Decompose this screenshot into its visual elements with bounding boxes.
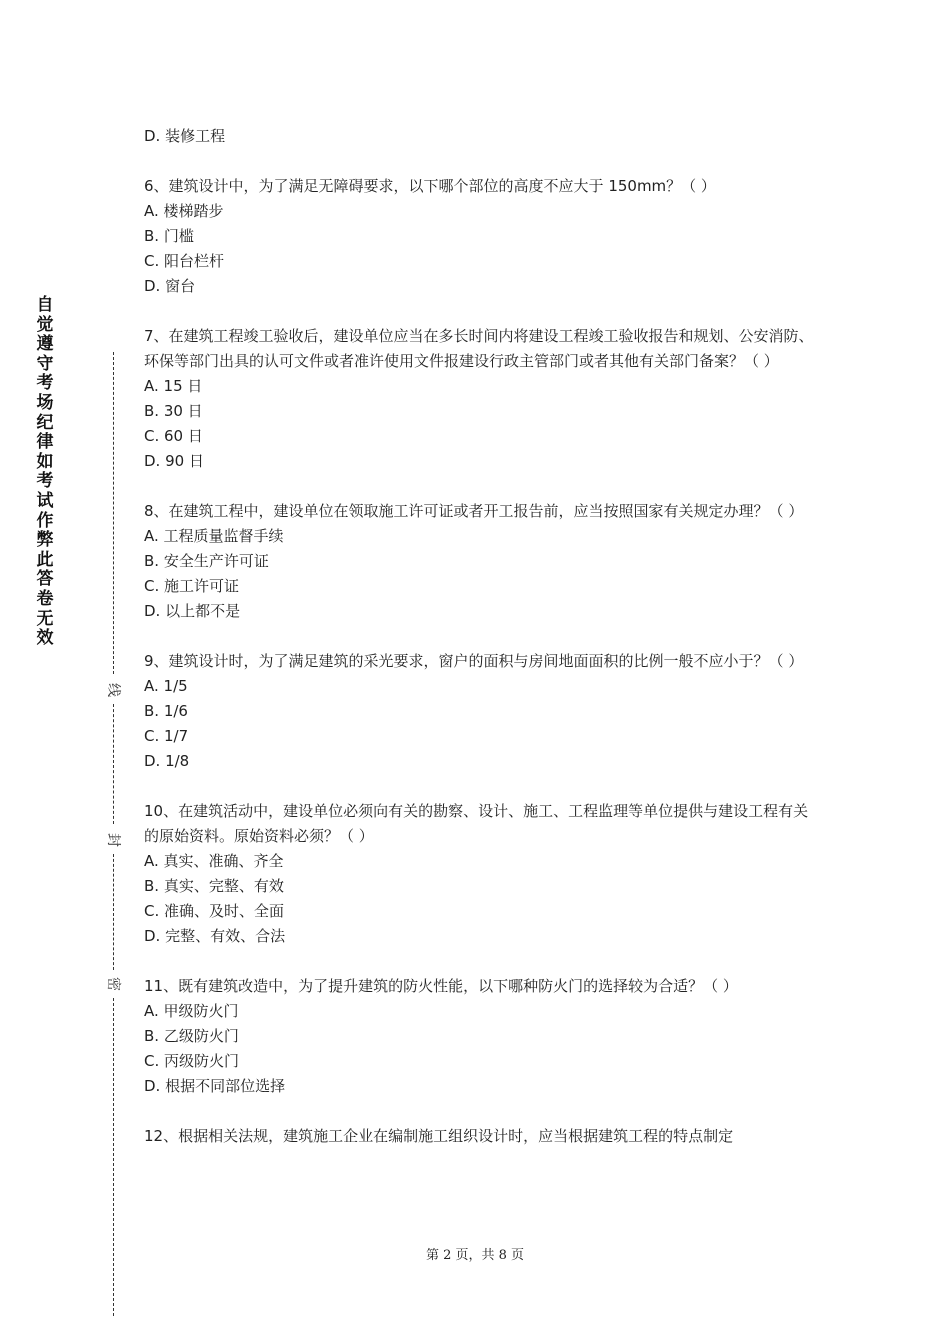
option-c: C. 丙级防火门 (144, 1052, 240, 1070)
warning-char: 纪 (36, 412, 54, 433)
seal-label-mi: 密 (105, 977, 121, 991)
question-text: 6、建筑设计中，为了满足无障碍要求，以下哪个部位的高度不应大于 150mm？（ ） (144, 177, 716, 195)
binding-dashed-line (113, 854, 114, 970)
option-d: D. 1/8 (144, 752, 190, 770)
option-a: A. 甲级防火门 (144, 1002, 239, 1020)
option-c: C. 1/7 (144, 727, 189, 745)
option-d: D. 完整、有效、合法 (144, 927, 286, 945)
warning-char: 答 (36, 569, 54, 590)
seal-label-xian: 线 (105, 683, 121, 697)
question-text: 9、建筑设计时，为了满足建筑的采光要求，窗户的面积与房间地面面积的比例一般不应小于？（ ） (144, 652, 804, 670)
question-7 (144, 324, 814, 474)
warning-char: 此 (36, 549, 54, 570)
option-a: A. 真实、准确、齐全 (144, 852, 284, 870)
warning-char: 如 (36, 451, 54, 472)
question-text: 8、在建筑工程中，建设单位在领取施工许可证或者开工报告前，应当按照国家有关规定办理？（ ） (144, 502, 804, 520)
option-c: C. 施工许可证 (144, 577, 240, 595)
binding-dashed-line (113, 998, 114, 1316)
warning-char: 效 (36, 628, 54, 649)
warning-char: 考 (36, 471, 54, 492)
option-a: A. 15 日 (144, 377, 203, 395)
option-d: D. 90 日 (144, 452, 204, 470)
warning-char: 试 (36, 490, 54, 511)
option-d: D. 以上都不是 (144, 602, 241, 620)
option-c: C. 阳台栏杆 (144, 252, 225, 270)
option-c: C. 准确、及时、全面 (144, 902, 285, 920)
option-list (144, 674, 814, 774)
vertical-warning-text (34, 296, 56, 649)
warning-char: 场 (36, 392, 54, 413)
binding-dashed-line (113, 704, 114, 824)
option-list (144, 374, 814, 474)
option-list (144, 524, 814, 624)
option-c: C. 60 日 (144, 427, 203, 445)
warning-char: 作 (36, 510, 54, 531)
question-continued (144, 124, 814, 149)
option-a: A. 楼梯踏步 (144, 202, 224, 220)
question-10 (144, 799, 814, 949)
option-a: A. 工程质量监督手续 (144, 527, 284, 545)
question-text: 12、根据相关法规，建筑施工企业在编制施工组织设计时，应当根据建筑工程的特点制定 (144, 1127, 734, 1145)
question-8 (144, 499, 814, 624)
warning-char: 守 (36, 353, 54, 374)
warning-char: 自 (36, 295, 54, 315)
question-text: 11、既有建筑改造中，为了提升建筑的防火性能，以下哪种防火门的选择较为合适？（ ） (144, 977, 738, 995)
option-list (144, 999, 814, 1099)
option-b: B. 1/6 (144, 702, 188, 720)
warning-char: 觉 (36, 314, 54, 335)
warning-char: 弊 (36, 530, 54, 551)
warning-char: 考 (36, 373, 54, 394)
warning-char: 卷 (36, 588, 54, 609)
binding-dashed-line (113, 352, 114, 674)
question-text: 7、在建筑工程竣工验收后，建设单位应当在多长时间内将建设工程竣工验收报告和规划、公安消防、环保等部门出具的认可文件或者准许使用文件报建设行政主管部门或者其他有关部门备案？（ ） (144, 327, 814, 370)
option-list (144, 849, 814, 949)
question-11 (144, 974, 814, 1099)
option-b: B. 真实、完整、有效 (144, 877, 284, 895)
exam-content (144, 124, 814, 1174)
option-d: D. 根据不同部位选择 (144, 1077, 286, 1095)
warning-char: 律 (36, 432, 54, 453)
option-d: D. 窗台 (144, 277, 196, 295)
warning-char: 无 (36, 608, 54, 629)
option-b: B. 门槛 (144, 227, 194, 245)
question-6 (144, 174, 814, 299)
option-a: A. 1/5 (144, 677, 188, 695)
seal-label-feng: 封 (105, 833, 121, 847)
option-b: B. 乙级防火门 (144, 1027, 239, 1045)
question-text: 10、在建筑活动中，建设单位必须向有关的勘察、设计、施工、工程监理等单位提供与建设工程有关的原始资料。原始资料必须？（ ） (144, 802, 809, 845)
question-9 (144, 649, 814, 774)
option-list (144, 199, 814, 299)
option-b: B. 30 日 (144, 402, 203, 420)
warning-char: 遵 (36, 334, 54, 355)
question-12 (144, 1124, 814, 1149)
page-number-footer: 第 2 页，共 8 页 (425, 1248, 525, 1263)
option-text: D. 装修工程 (144, 127, 226, 145)
option-b: B. 安全生产许可证 (144, 552, 269, 570)
